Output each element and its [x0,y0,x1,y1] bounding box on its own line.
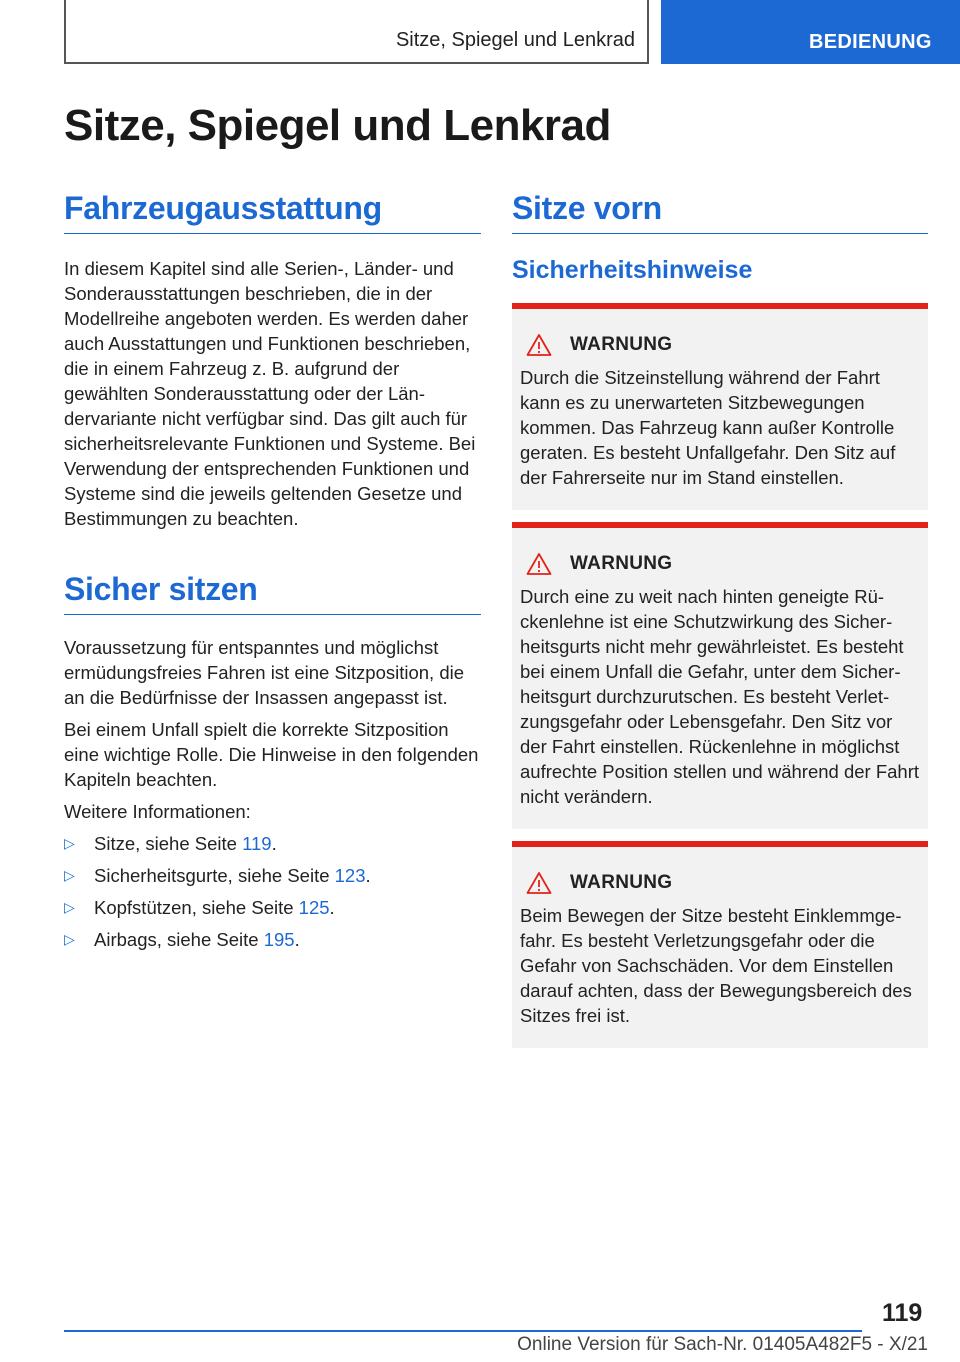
warning-triangle-icon [526,871,552,895]
page-link-123[interactable]: 123 [334,865,366,886]
triangle-right-outline-icon: ▷ [64,931,75,947]
page-title: Sitze, Spiegel und Lenkrad [64,101,611,150]
heading-sicher-sitzen: Sicher sitzen [64,571,481,615]
warning-box-2 [512,522,928,829]
paragraph-ausstattung: In diesem Kapitel sind alle Serien-, Länder- und Sonderausstattungen beschrieben, die in der Modellreihe angeboten werden. Es werden daher auch Ausstattungen und Funktionen beschrieben, die in einem Fahrzeug z. B. aufgrund der gewählten Sonderausstattung oder der Ländervariante nicht verfügbar sind. Das gilt auch für sicherheitsrelevante Funktionen und Systeme. Bei Verwendung der entsprechenden Funktionen und Systeme sind die jeweils geltenden Gesetze und Bestimmungen zu beachten. [64,258,476,529]
list-item: ▷ Sicherheitsgurte, siehe Seite 123. [64,865,371,886]
header-chapter-title: Sitze, Spiegel und Lenkrad [395,29,635,51]
triangle-right-outline-icon: ▷ [64,899,75,915]
page-link-195[interactable]: 195 [263,929,295,950]
warning-title: WARNUNG [570,553,673,574]
paragraph-sitzen-1: Voraussetzung für entspanntes und möglichst ermüdungsfreies Fahren ist eine Sitzposition, die an die Bedürfnisse der Insassen angepasst ist. [64,637,465,708]
warning-triangle-icon [526,552,552,576]
list-item: ▷ Airbags, siehe Seite 195. [64,929,300,950]
warning-title: WARNUNG [570,334,673,355]
heading-sicherheitshinweise: Sicherheitshinweise [512,256,753,284]
heading-fahrzeugausstattung: Fahrzeugausstattung [64,190,481,234]
list-item: ▷ Sitze, siehe Seite 119. [64,833,277,854]
footer-online-version: Online Version für Sach-Nr. 01405A482F5 - X/21 [517,1334,928,1355]
triangle-right-outline-icon: ▷ [64,835,75,851]
warning-text: Durch eine zu weit nach hinten geneigte Rückenlehne ist eine Schutzwirkung des Sicherheitsgurts nicht mehr gewährleistet. Es besteht bei einem Unfall die Gefahr, unter dem Sicherheitsgurt durchzurutschen. Es besteht Verletzungsgefahr oder Lebensgefahr. Den Sitz vor der Fahrt einstellen. Rückenlehne in möglichst aufrechte Position stellen und während der Fahrt nicht verändern. [520,586,920,807]
page-link-119[interactable]: 119 [242,833,272,854]
header-chapter-box [64,0,649,64]
paragraph-weitere-info: Weitere Informationen: [64,801,251,822]
warning-triangle-icon [526,333,552,357]
header-section-tab [661,0,960,64]
header-section-label: BEDIENUNG [809,31,932,53]
warning-text: Durch die Sitzeinstellung während der Fahrt kann es zu unerwarteten Sitzbewegungen kommen. Das Fahrzeug kann außer Kontrolle geraten. Es besteht Unfallgefahr. Den Sitz auf der Fahrerseite nur im Stand einstellen. [520,367,896,488]
paragraph-sitzen-2: Bei einem Unfall spielt die korrekte Sitzposition eine wichtige Rolle. Die Hinweise in den folgenden Kapiteln beachten. [64,719,479,790]
reference-list [64,831,481,952]
triangle-right-outline-icon: ▷ [64,867,75,883]
warning-text: Beim Bewegen der Sitze besteht Einklemmgefahr. Es besteht Verletzungsgefahr oder die Gefahr von Sachschäden. Vor dem Einstellen darauf achten, dass der Bewegungsbereich des Sitzes frei ist. [520,905,912,1026]
right-column [512,190,928,1048]
page-link-125[interactable]: 125 [298,897,330,918]
warning-box-3 [512,841,928,1048]
warning-box-1 [512,303,928,510]
heading-sitze-vorn: Sitze vorn [512,190,928,234]
warning-title: WARNUNG [570,872,673,893]
left-column [64,190,481,959]
page-number: 119 [882,1299,923,1327]
list-item: ▷ Kopfstützen, siehe Seite 125. [64,897,335,918]
footer-divider [64,1330,862,1332]
